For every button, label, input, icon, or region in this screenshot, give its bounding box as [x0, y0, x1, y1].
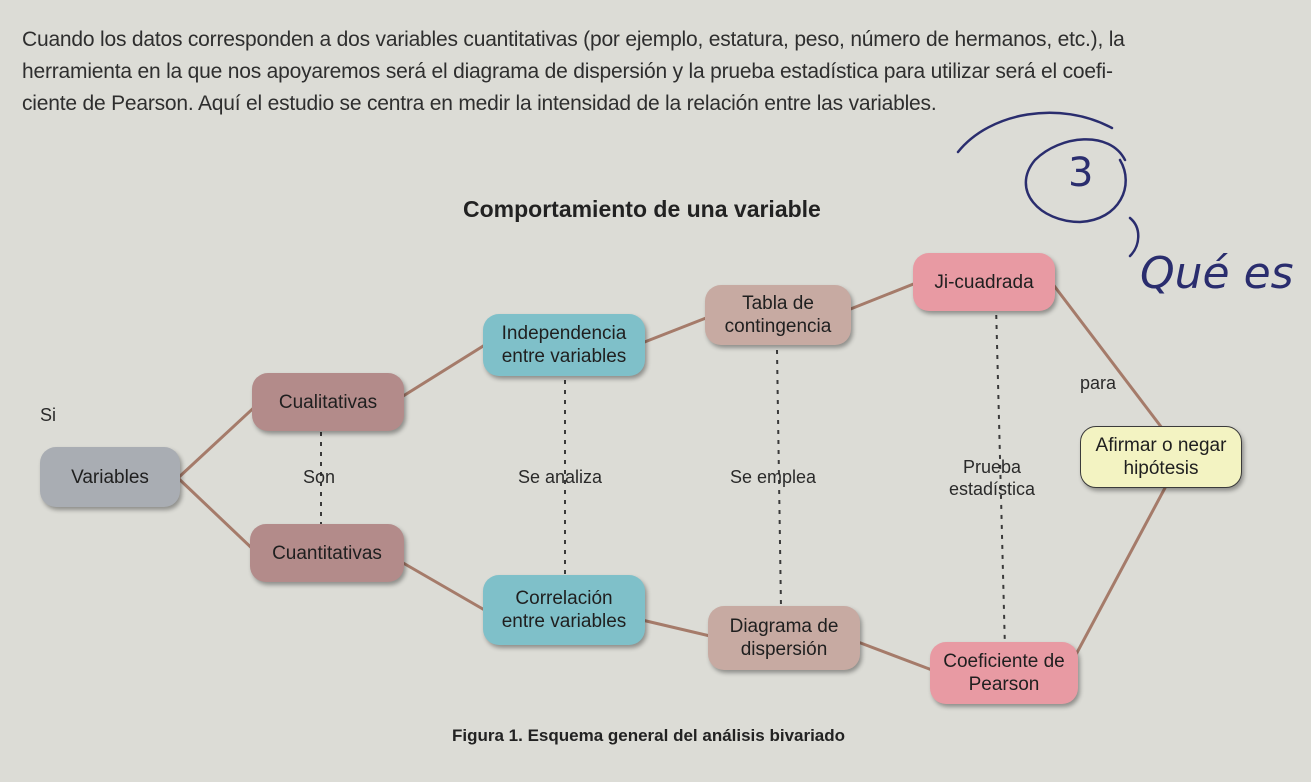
link-cuantitativas-correlacion: [398, 560, 488, 612]
node-cualitativas: [252, 373, 404, 431]
link-diagrama-pearson: [858, 642, 932, 670]
diagram-title: Comportamiento de una variable: [463, 196, 821, 222]
node-variables-text: Variables: [71, 466, 149, 488]
node-tabla-line-1: Tabla de: [742, 293, 814, 314]
node-coeficiente-pearson: [930, 642, 1078, 704]
label-para: para: [1080, 373, 1117, 393]
label-si: Si: [40, 405, 57, 425]
label-se-analiza: Se analiza: [518, 467, 603, 487]
node-cuantitativas-text: Cuantitativas: [272, 542, 382, 564]
handwritten-swoosh: [958, 113, 1112, 152]
node-ji-text: Ji-cuadrada: [934, 271, 1034, 293]
node-tabla-line-2: contingencia: [724, 316, 832, 337]
node-cuantitativas: [250, 524, 404, 582]
link-pearson-afirmar: [1072, 486, 1166, 662]
link-ji-afirmar: [1052, 283, 1162, 428]
node-pearson-line-1: Coeficiente de: [943, 651, 1065, 672]
link-variables-cuantitativas: [178, 478, 258, 554]
node-correlacion-line-1: Correlación: [515, 588, 613, 609]
node-diagrama-line-2: dispersión: [740, 639, 828, 660]
label-se-emplea: Se emplea: [730, 467, 817, 487]
node-diagrama-dispersion: [708, 606, 860, 670]
node-correlacion-line-2: entre variables: [501, 611, 627, 632]
label-prueba-line-1: Prueba: [962, 457, 1022, 477]
paragraph-line-3: ciente de Pearson. Aquí el estudio se centra en medir la intensidad de la relación entre las variables.: [22, 92, 937, 115]
node-correlacion: [483, 575, 645, 645]
node-afirmar-hipotesis: [1080, 426, 1242, 488]
paragraph-line-1: Cuando los datos corresponden a dos variables cuantitativas (por ejemplo, estatura, peso, número de hermanos, etc.), la: [22, 28, 1125, 51]
node-tabla-contingencia: [705, 285, 851, 345]
paragraph-line-2: herramienta en la que nos apoyaremos será el diagrama de dispersión y la prueba estadística para utilizar será el coefi-: [22, 60, 1113, 83]
link-tabla-ji: [848, 283, 916, 310]
link-independencia-tabla: [642, 318, 706, 343]
label-prueba-line-2: estadística: [948, 479, 1036, 499]
node-ji-cuadrada: [913, 253, 1055, 311]
link-variables-cualitativas: [178, 402, 260, 478]
node-cualitativas-text: Cualitativas: [278, 391, 378, 413]
link-cualitativas-independencia: [400, 343, 488, 398]
label-prueba-estadistica: [944, 456, 1040, 500]
label-son: Son: [303, 467, 336, 487]
node-afirmar-line-1: Afirmar o negar: [1095, 435, 1227, 456]
circled-number: 3: [1068, 150, 1094, 196]
node-independencia-line-1: Independencia: [501, 323, 627, 344]
node-independencia: [483, 314, 645, 376]
handwritten-paren: [1130, 218, 1138, 256]
node-variables: [40, 447, 180, 507]
node-afirmar-line-2: hipótesis: [1123, 458, 1199, 479]
node-independencia-line-2: entre variables: [501, 346, 627, 367]
node-pearson-line-2: Pearson: [968, 674, 1040, 695]
handwritten-note: Qué es: [1140, 248, 1294, 299]
figure-caption: Figura 1. Esquema general del análisis bivariado: [452, 726, 846, 745]
node-diagrama-line-1: Diagrama de: [729, 616, 839, 637]
link-correlacion-diagrama: [642, 620, 710, 636]
